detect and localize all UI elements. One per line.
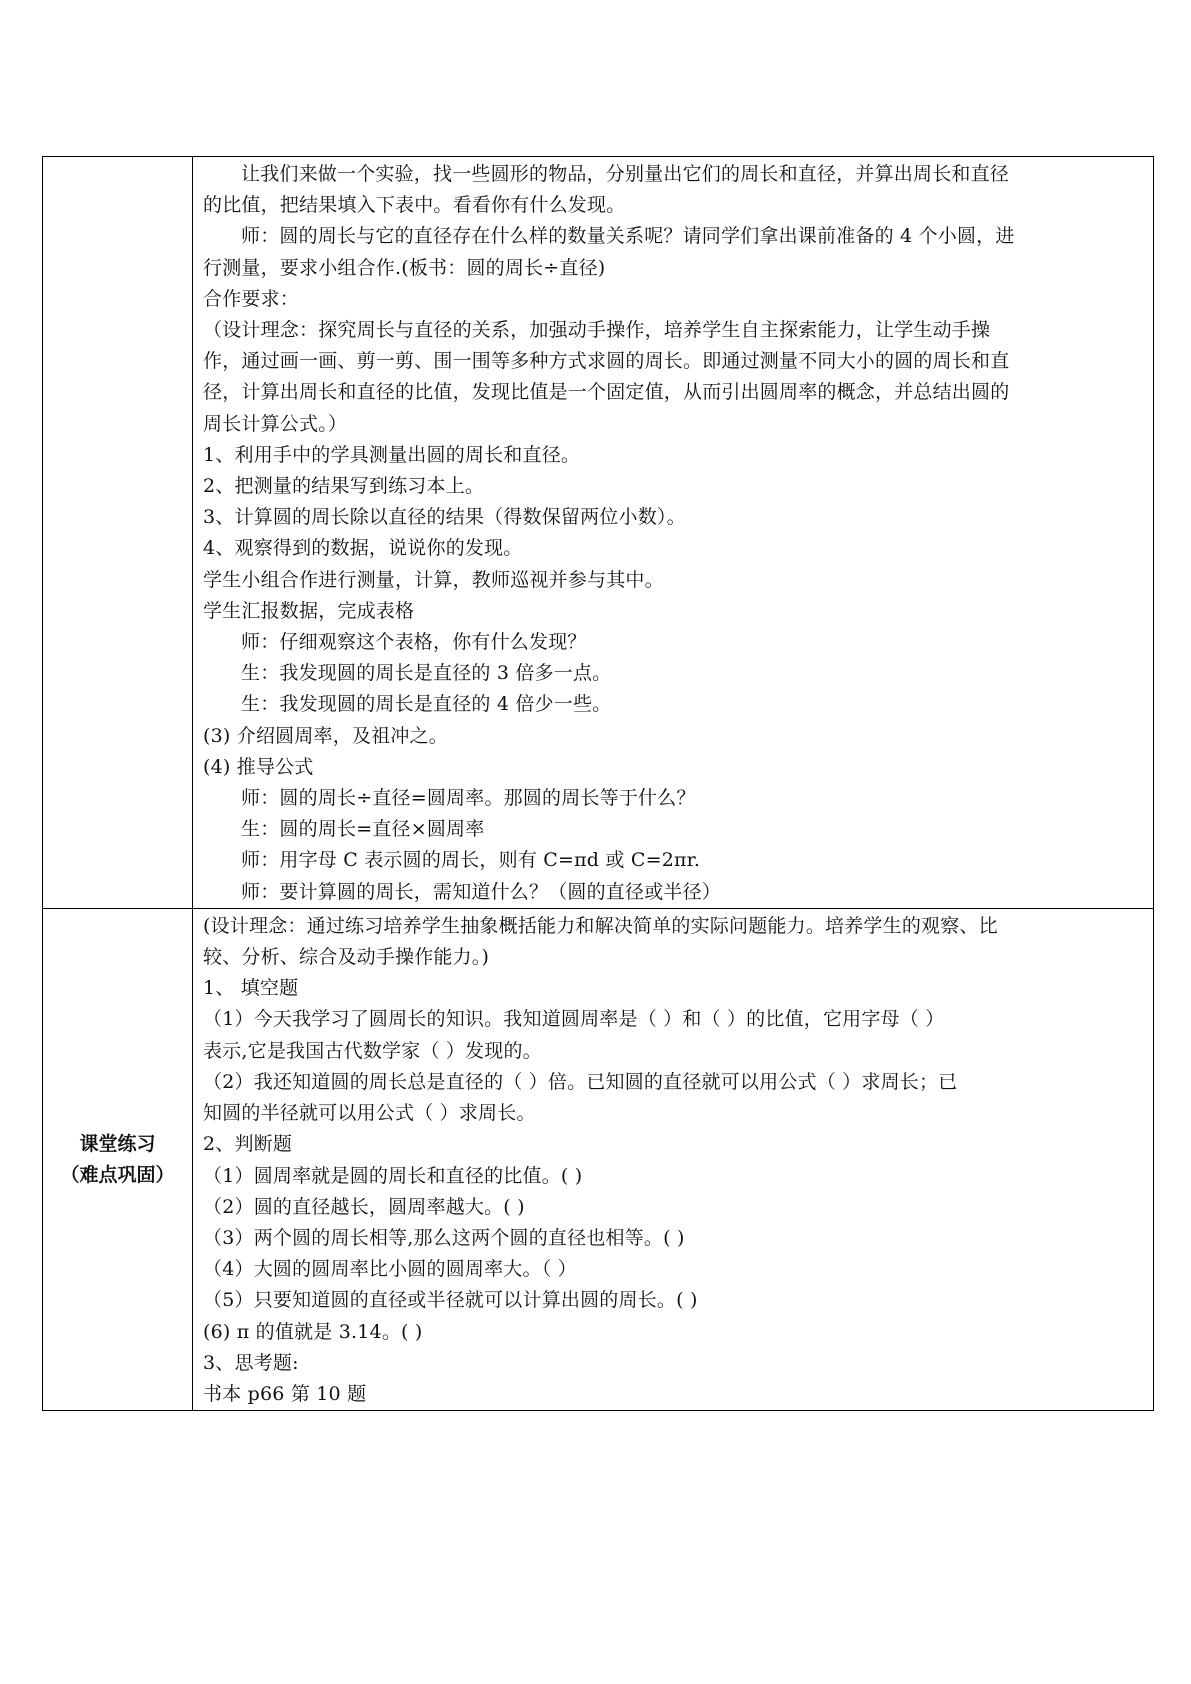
row-content-cell bbox=[193, 908, 1154, 1410]
text-line: （1）今天我学习了圆周长的知识。我知道圆周率是（ ）和（ ）的比值，它用字母（ ） bbox=[203, 1008, 945, 1031]
text-line: 知圆的半径就可以用公式（ ）求周长。 bbox=[203, 1102, 536, 1125]
text-line: (4) 推导公式 bbox=[203, 755, 314, 778]
text-line: 生：我发现圆的周长是直径的 3 倍多一点。 bbox=[241, 662, 612, 685]
text-line: 3、思考题: bbox=[203, 1351, 299, 1374]
text-line: 4、观察得到的数据，说说你的发现。 bbox=[203, 537, 523, 560]
text-line: 作，通过画一画、剪一剪、围一围等多种方式求圆的周长。即通过测量不同大小的圆的周长和直 bbox=[203, 350, 1010, 373]
text-line: 师：圆的周长÷直径=圆周率。那圆的周长等于什么？ bbox=[241, 787, 696, 810]
text-line: 师：用字母 C 表示圆的周长，则有 C=πd 或 C=2πr. bbox=[241, 849, 701, 872]
row-label-cell bbox=[43, 908, 193, 1410]
text-line: 3、计算圆的周长除以直径的结果（得数保留两位小数）。 bbox=[203, 506, 686, 529]
text-line: 径，计算出周长和直径的比值，发现比值是一个固定值，从而引出圆周率的概念，并总结出圆的 bbox=[203, 381, 1010, 404]
text-line: （3）两个圆的周长相等,那么这两个圆的直径也相等。( ) bbox=[203, 1226, 685, 1249]
text-line: 1、 填空题 bbox=[203, 977, 299, 1000]
text-line: （4）大圆的圆周率比小圆的圆周率大。（ ） bbox=[203, 1258, 577, 1281]
text-line: 2、判断题 bbox=[203, 1133, 293, 1156]
text-line: 书本 p66 第 10 题 bbox=[203, 1382, 367, 1405]
section-sublabel: （难点巩固） bbox=[60, 1163, 175, 1186]
text-line: 的比值，把结果填入下表中。看看你有什么发现。 bbox=[203, 194, 626, 217]
text-line: 学生汇报数据，完成表格 bbox=[203, 599, 415, 622]
text-line: (3) 介绍圆周率，及祖冲之。 bbox=[203, 724, 448, 747]
text-line: 学生小组合作进行测量，计算，教师巡视并参与其中。 bbox=[203, 568, 664, 591]
text-line: 2、把测量的结果写到练习本上。 bbox=[203, 475, 485, 498]
text-line: 合作要求： bbox=[203, 287, 300, 310]
text-line: 周长计算公式。） bbox=[203, 412, 348, 435]
text-line: (设计理念：通过练习培养学生抽象概括能力和解决简单的实际问题能力。培养学生的观察、比 bbox=[203, 914, 998, 937]
text-line: 师：要计算圆的周长，需知道什么？（圆的直径或半径） bbox=[241, 880, 722, 903]
text-line: (6) π 的值就是 3.14。( ) bbox=[203, 1320, 423, 1343]
text-line: （2）圆的直径越长，圆周率越大。( ) bbox=[203, 1195, 525, 1218]
text-line: 师：仔细观察这个表格，你有什么发现？ bbox=[241, 631, 587, 654]
table-row bbox=[43, 908, 1154, 1410]
lesson-plan-table bbox=[42, 156, 1154, 1411]
text-line: 较、分析、综合及动手操作能力。) bbox=[203, 946, 490, 969]
row-label-cell bbox=[43, 157, 193, 909]
text-line: 师：圆的周长与它的直径存在什么样的数量关系呢？请同学们拿出课前准备的 4 个小圆，进 bbox=[241, 225, 1015, 248]
text-line: （设计理念：探究周长与直径的关系，加强动手操作，培养学生自主探索能力，让学生动手操 bbox=[203, 319, 991, 342]
row-content-cell bbox=[193, 157, 1154, 909]
section-label: 课堂练习 bbox=[79, 1132, 156, 1155]
text-line: 1、利用手中的学具测量出圆的周长和直径。 bbox=[203, 443, 581, 466]
text-line: 生：我发现圆的周长是直径的 4 倍少一些。 bbox=[241, 693, 612, 716]
text-line: （1）圆周率就是圆的周长和直径的比值。( ) bbox=[203, 1164, 583, 1187]
text-line: 生：圆的周长=直径×圆周率 bbox=[241, 818, 485, 841]
text-line: （5）只要知道圆的直径或半径就可以计算出圆的周长。( ) bbox=[203, 1289, 698, 1312]
text-line: （2）我还知道圆的周长总是直径的（ ）倍。已知圆的直径就可以用公式（ ）求周长；已 bbox=[203, 1070, 958, 1093]
table-row bbox=[43, 157, 1154, 909]
text-line: 让我们来做一个实验，找一些圆形的物品，分别量出它们的周长和直径，并算出周长和直径 bbox=[241, 163, 1010, 185]
text-line: 表示,它是我国古代数学家（ ）发现的。 bbox=[203, 1039, 542, 1062]
text-line: 行测量，要求小组合作.(板书：圆的周长÷直径) bbox=[203, 256, 606, 279]
